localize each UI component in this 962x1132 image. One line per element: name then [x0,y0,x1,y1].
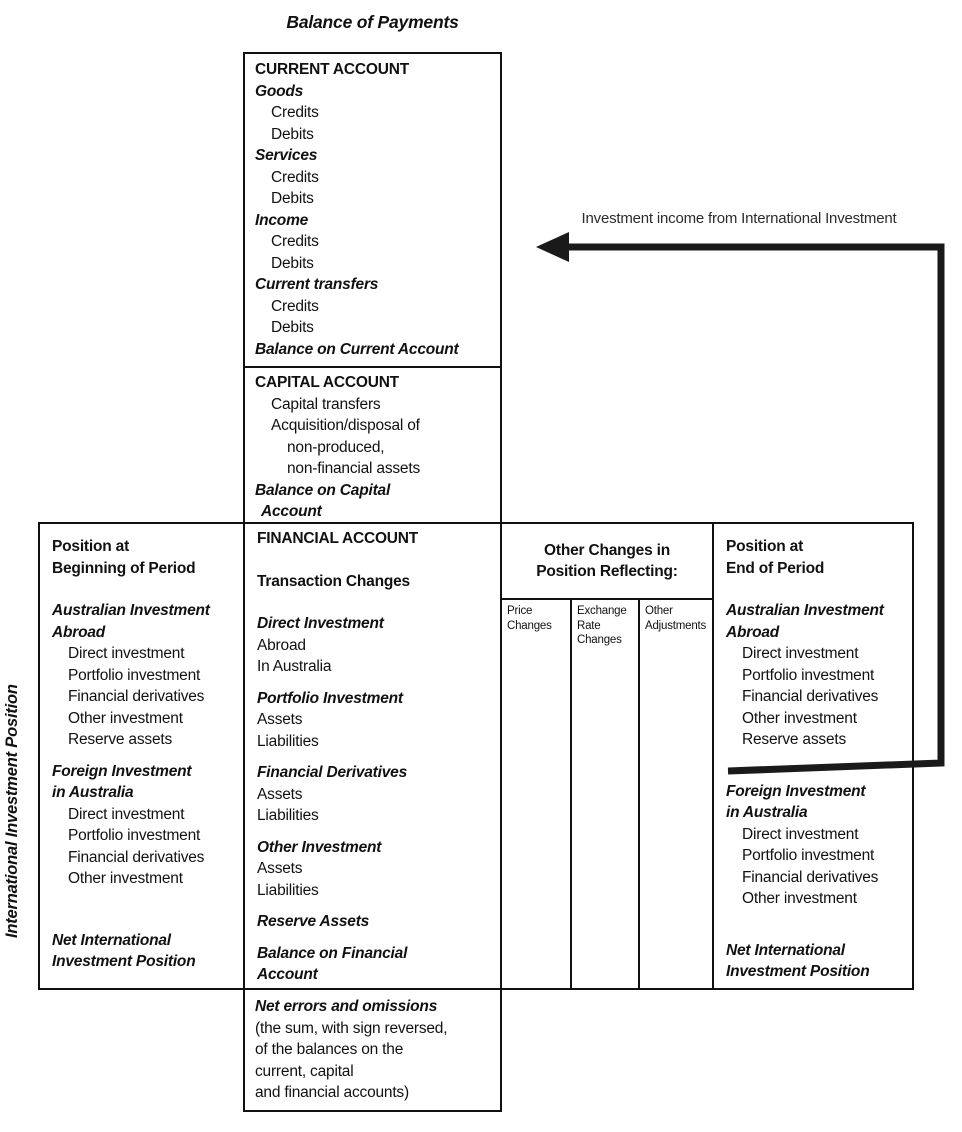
line-item: Liabilities [257,732,319,750]
line-item: Other investment [68,870,183,887]
line-item: (the sum, with sign reversed, [255,1019,448,1037]
group-label-financial-derivatives: Financial Derivatives [257,764,408,781]
line-item: Assets [257,711,303,728]
financial-account-heading: FINANCIAL ACCOUNT [257,530,419,547]
spacer [257,827,492,837]
line-item: non-financial assets [287,460,420,477]
financial-account-box [243,522,502,990]
column-other-adjustments: Other Adjustments [645,605,707,632]
line-item: Credits [271,297,319,315]
line-item: current, capital [255,1062,354,1080]
transaction-changes-heading: Transaction Changes [257,572,410,590]
group-label-services: Services [255,147,318,164]
spacer [257,933,492,943]
line-item: In Australia [257,658,332,675]
line-item: Abroad [257,636,306,654]
line-item: Assets [257,860,303,877]
line-item: Direct investment [742,825,859,843]
position-beginning-box [38,522,245,990]
line-item: Financial derivatives [742,688,879,705]
line-item: Portfolio investment [68,827,201,844]
spacer [257,592,492,613]
capital-account-balance: Account [261,503,322,520]
current-account-balance: Balance on Current Account [255,340,459,358]
line-item: Acquisition/disposal of [271,417,420,434]
spacer [52,579,239,600]
current-account-heading: CURRENT ACCOUNT [255,61,409,78]
group-label-portfolio-investment: Portfolio Investment [257,689,403,707]
position-end-heading: End of Period [726,559,825,577]
line-item: Credits [271,104,319,121]
group-label-foreign-investment: in Australia [52,784,134,801]
iip-side-label: International Investment Position [3,684,21,938]
column-exchange-rate-changes: Exchange Rate Changes [572,600,640,988]
spacer [726,910,910,940]
line-item: Direct investment [742,645,859,662]
spacer [257,752,492,762]
line-item: Direct investment [68,645,185,662]
page-title: Balance of Payments [286,12,459,32]
spacer [726,751,910,781]
group-label-australian-investment: Abroad [52,623,106,641]
other-changes-box [500,522,714,990]
line-item: Credits [271,233,319,250]
other-changes-heading-line: Other Changes in [544,542,670,559]
line-item: Debits [271,319,314,336]
line-item: Direct investment [68,805,185,823]
spacer [257,550,492,571]
net-errors-box [243,988,502,1112]
line-item: and financial accounts) [255,1084,409,1101]
financial-account-balance: Balance on Financial [257,944,408,962]
line-item: Financial derivatives [742,868,879,886]
group-label-foreign-investment: in Australia [726,804,808,821]
capital-account-box [243,366,502,524]
capital-account-heading: CAPITAL ACCOUNT [255,374,399,391]
line-item: Portfolio investment [68,666,201,684]
line-item: Credits [271,168,319,186]
spacer [52,890,239,930]
group-label-reserve-assets: Reserve Assets [257,913,370,930]
line-item: of the balances on the [255,1041,404,1058]
arrow-label: Investment income from International Investment [581,210,897,227]
other-changes-columns [502,600,712,988]
net-iip-label: Net International [52,931,171,949]
position-beginning-heading: Beginning of Period [52,559,196,577]
line-item: Debits [271,125,314,143]
capital-account-balance: Balance on Capital [255,481,391,499]
position-end-heading: Position at [726,538,804,555]
net-iip-label: Net International [726,941,845,959]
group-label-foreign-investment: Foreign Investment [726,782,866,800]
net-iip-label: Investment Position [726,963,870,980]
net-iip-label: Investment Position [52,953,196,970]
spacer [52,751,239,761]
line-item: Reserve assets [68,731,173,748]
line-item: Financial derivatives [68,848,205,866]
group-label-current-transfers: Current transfers [255,276,379,293]
column-price-changes: Price Changes [502,600,572,988]
group-label-australian-investment: Abroad [726,623,780,641]
group-label-goods: Goods [255,82,304,100]
group-label-income: Income [255,211,309,229]
group-label-australian-investment: Australian Investment [52,602,210,619]
line-item: Financial derivatives [68,688,205,705]
spacer [726,579,910,600]
group-label-australian-investment: Australian Investment [726,602,884,619]
line-item: Reserve assets [742,731,847,748]
position-beginning-heading: Position at [52,538,130,555]
line-item: Liabilities [257,807,319,824]
net-errors-heading: Net errors and omissions [255,998,438,1015]
line-item: Debits [271,254,314,272]
line-item: Capital transfers [271,395,381,413]
line-item: Liabilities [257,881,319,899]
position-end-box [712,522,914,990]
line-item: Other investment [742,890,857,907]
spacer [257,678,492,688]
line-item: Assets [257,785,303,803]
financial-account-balance: Account [257,966,318,983]
line-item: Debits [271,190,314,207]
line-item: non-produced, [287,438,385,456]
group-label-direct-investment: Direct Investment [257,615,384,632]
line-item: Other investment [742,709,857,727]
group-label-other-investment: Other Investment [257,838,382,856]
line-item: Portfolio investment [742,666,875,684]
current-account-box [243,52,502,368]
spacer [257,901,492,911]
investment-income-arrowhead [536,232,569,262]
other-changes-heading-line: Position Reflecting: [536,563,678,580]
line-item: Other investment [68,709,183,727]
group-label-foreign-investment: Foreign Investment [52,762,192,780]
other-changes-heading [502,524,712,600]
line-item: Portfolio investment [742,847,875,864]
